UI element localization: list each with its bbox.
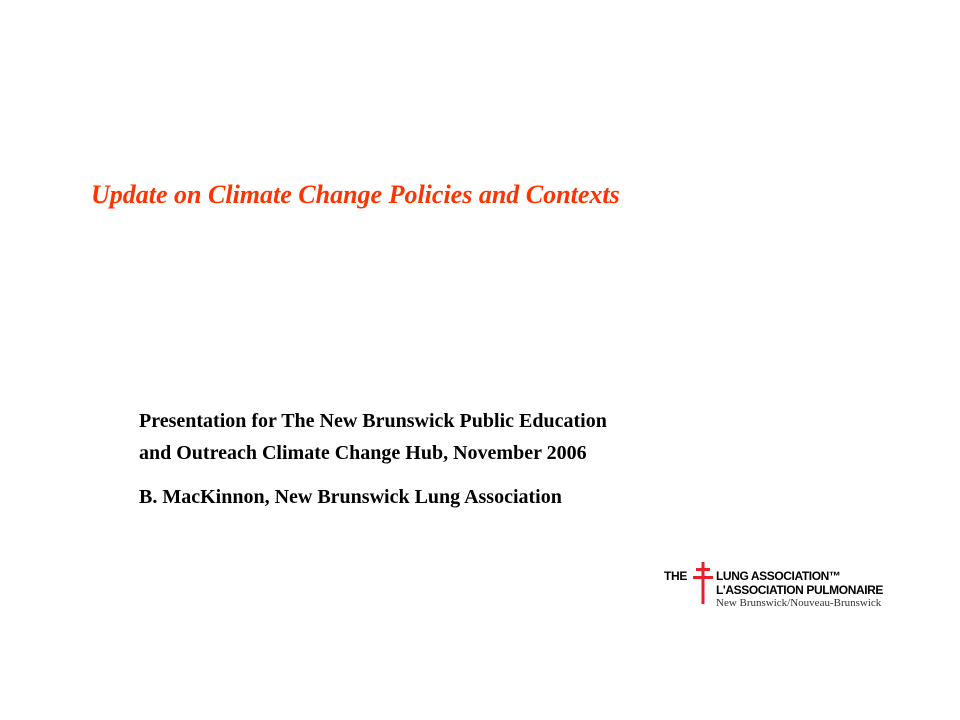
slide-title: Update on Climate Change Policies and Contexts xyxy=(91,180,620,209)
presentation-line-2: and Outreach Climate Change Hub, November 2006 xyxy=(139,442,587,464)
logo-french-name: L'ASSOCIATION PULMONAIRE xyxy=(716,583,884,597)
presentation-info xyxy=(139,405,839,513)
lung-association-logo xyxy=(664,560,914,612)
double-barred-cross-icon xyxy=(693,562,713,604)
author-line: B. MacKinnon, New Brunswick Lung Association xyxy=(139,486,562,508)
logo-the-text: THE xyxy=(664,569,688,583)
logo-region: New Brunswick/Nouveau-Brunswick xyxy=(716,597,882,609)
logo-english-name: LUNG ASSOCIATION™ xyxy=(716,569,841,583)
presentation-line-1: Presentation for The New Brunswick Public Education xyxy=(139,410,607,432)
